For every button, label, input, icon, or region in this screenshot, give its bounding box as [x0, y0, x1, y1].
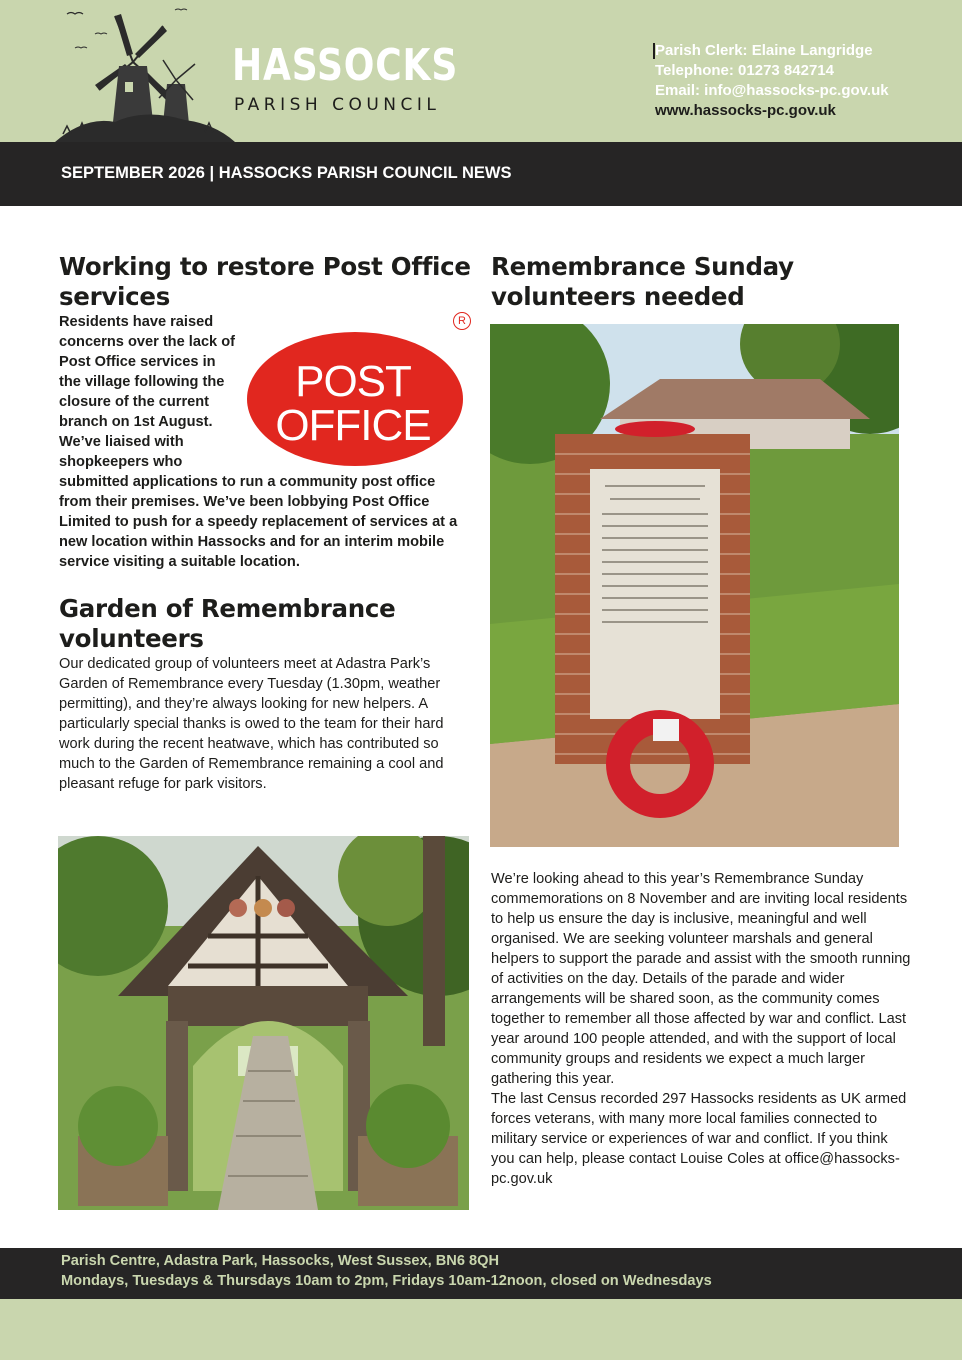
registered-mark-icon: R [453, 312, 471, 330]
text-cursor [653, 43, 655, 59]
remembrance-article [491, 869, 911, 1189]
remembrance-paragraph-1: We’re looking ahead to this year’s Remembrance Sunday commemorations on 8 November and are inviting local residents to help us ensure the day is inclusive, meaningful and well organised. We are seeking volunteer marshals and general helpers to support the parade and assist with the smooth running of activities on the day. Details of the parade and wider arrangements will be shared soon, as the community comes together to remember all those affected by war and conflict. Last year around 100 people attended, and with the support of local community groups and residents we expect a much larger gathering this year. [491, 871, 911, 1087]
post-office-logo-line2: OFFICE [275, 401, 431, 450]
page-footer [0, 1248, 962, 1299]
website-link[interactable]: www.hassocks-pc.gov.uk [655, 102, 836, 119]
contact-block [655, 41, 889, 121]
footer-opening-hours: Mondays, Tuesdays & Thursdays 10am to 2pm, Fridays 10am-12noon, closed on Wednesdays [61, 1273, 712, 1289]
lychgate-photo-icon [58, 836, 469, 1210]
issue-title: SEPTEMBER 2026 | HASSOCKS PARISH COUNCIL NEWS [61, 164, 512, 182]
remembrance-paragraph-2: The last Census recorded 297 Hassocks residents as UK armed forces veterans, with many more local families connected to military service or experiences of war and conflict. If you think you can help, please contact Louise Coles at office@hassocks-pc.gov.uk [491, 1091, 907, 1187]
post-office-body: Residents have raised concerns over the lack of Post Office services in the village following the closure of the current branch on 1st August. We’ve liaised with shopkeepers who submitted applications to run a community post office from their premises. We’ve been lobbying Post Office Limited to push for a speedy replacement of services at a new location within Hassocks and for an interim mobile service visiting a suitable location. [59, 314, 458, 570]
garden-heading: Garden of Remembrance volunteers [59, 594, 396, 653]
issue-banner [0, 142, 962, 206]
page-header [0, 0, 962, 142]
right-column [491, 252, 901, 312]
garden-body: Our dedicated group of volunteers meet at Adastra Park’s Garden of Remembrance every Tuesday (1.30pm, weather permitting), and they’re always looking for new helpers. A particularly special thanks is owed to the team for their hard work during the recent heatwave, which has contributed so much to the Garden of Remembrance remaining a cool and pleasant refuge for park visitors. [59, 656, 444, 792]
post-office-heading: Working to restore Post Office services [59, 252, 471, 311]
windmill-illustration-icon [55, 4, 235, 142]
footer-address: Parish Centre, Adastra Park, Hassocks, West Sussex, BN6 8QH [61, 1253, 500, 1269]
post-office-article [59, 312, 471, 572]
war-memorial-photo-icon [490, 324, 899, 847]
left-column [59, 252, 471, 794]
bottom-band [0, 1299, 962, 1360]
remembrance-heading: Remembrance Sunday volunteers needed [491, 252, 794, 311]
email[interactable]: Email: info@hassocks-pc.gov.uk [655, 82, 889, 99]
brand-subtitle: PARISH COUNCIL [234, 95, 441, 115]
telephone: Telephone: 01273 842714 [655, 62, 834, 79]
post-office-logo-line1: POST [295, 357, 411, 406]
clerk-name: Parish Clerk: Elaine Langridge [655, 42, 873, 59]
post-office-logo [245, 312, 475, 462]
brand-title: HASSOCKS [232, 40, 459, 91]
